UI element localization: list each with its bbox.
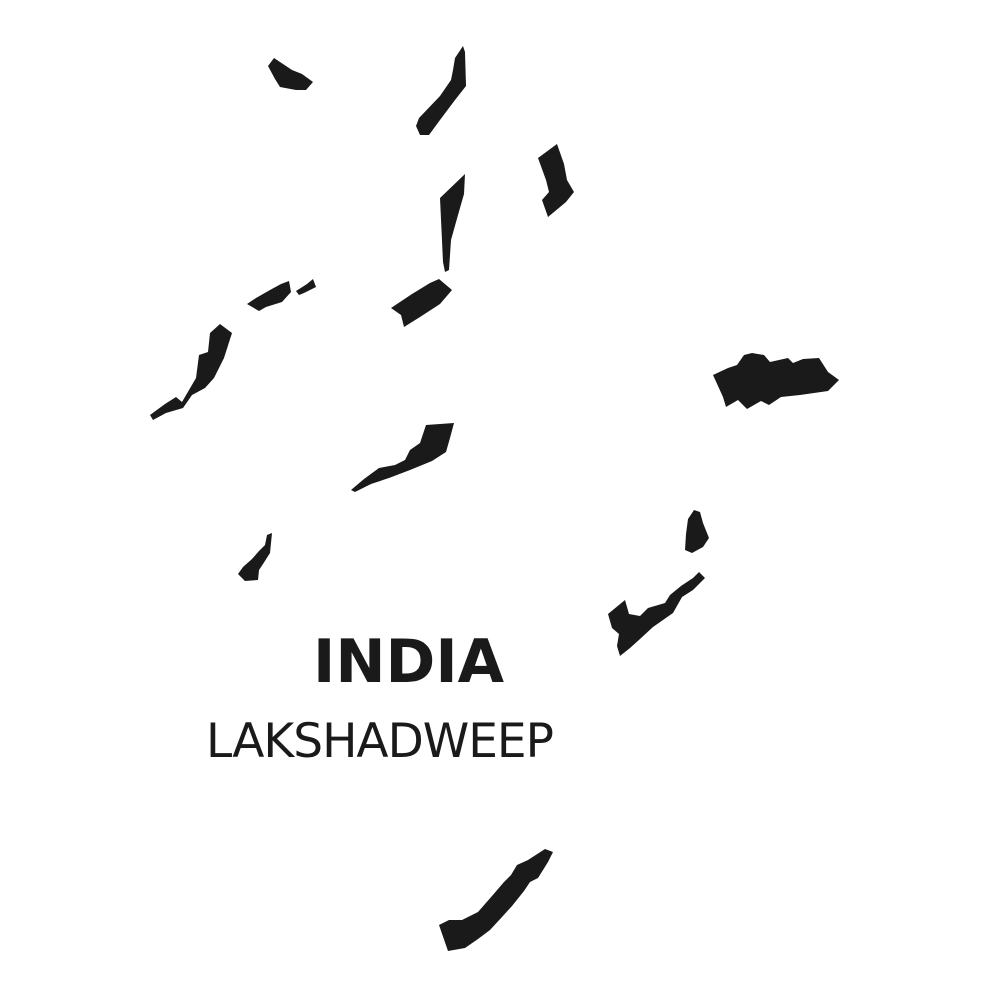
cheriyam-island bbox=[268, 58, 313, 90]
bangaram-islet bbox=[296, 279, 316, 295]
minicoy-island bbox=[439, 849, 553, 951]
androth-island bbox=[351, 423, 454, 492]
islands-group bbox=[150, 46, 839, 951]
amini-island bbox=[713, 353, 839, 409]
kadmat-island bbox=[391, 279, 452, 327]
chetlat-island bbox=[538, 144, 574, 217]
kiltan-island bbox=[440, 174, 465, 272]
bitra-island bbox=[416, 46, 466, 135]
region-label: LAKSHADWEEP bbox=[206, 714, 553, 769]
suheli-island bbox=[685, 510, 709, 553]
bangaram-island bbox=[247, 281, 291, 311]
agatti-island bbox=[150, 324, 232, 420]
country-label: INDIA bbox=[313, 627, 505, 697]
kalpeni-island bbox=[608, 572, 705, 656]
kavaratti-island bbox=[238, 533, 272, 581]
